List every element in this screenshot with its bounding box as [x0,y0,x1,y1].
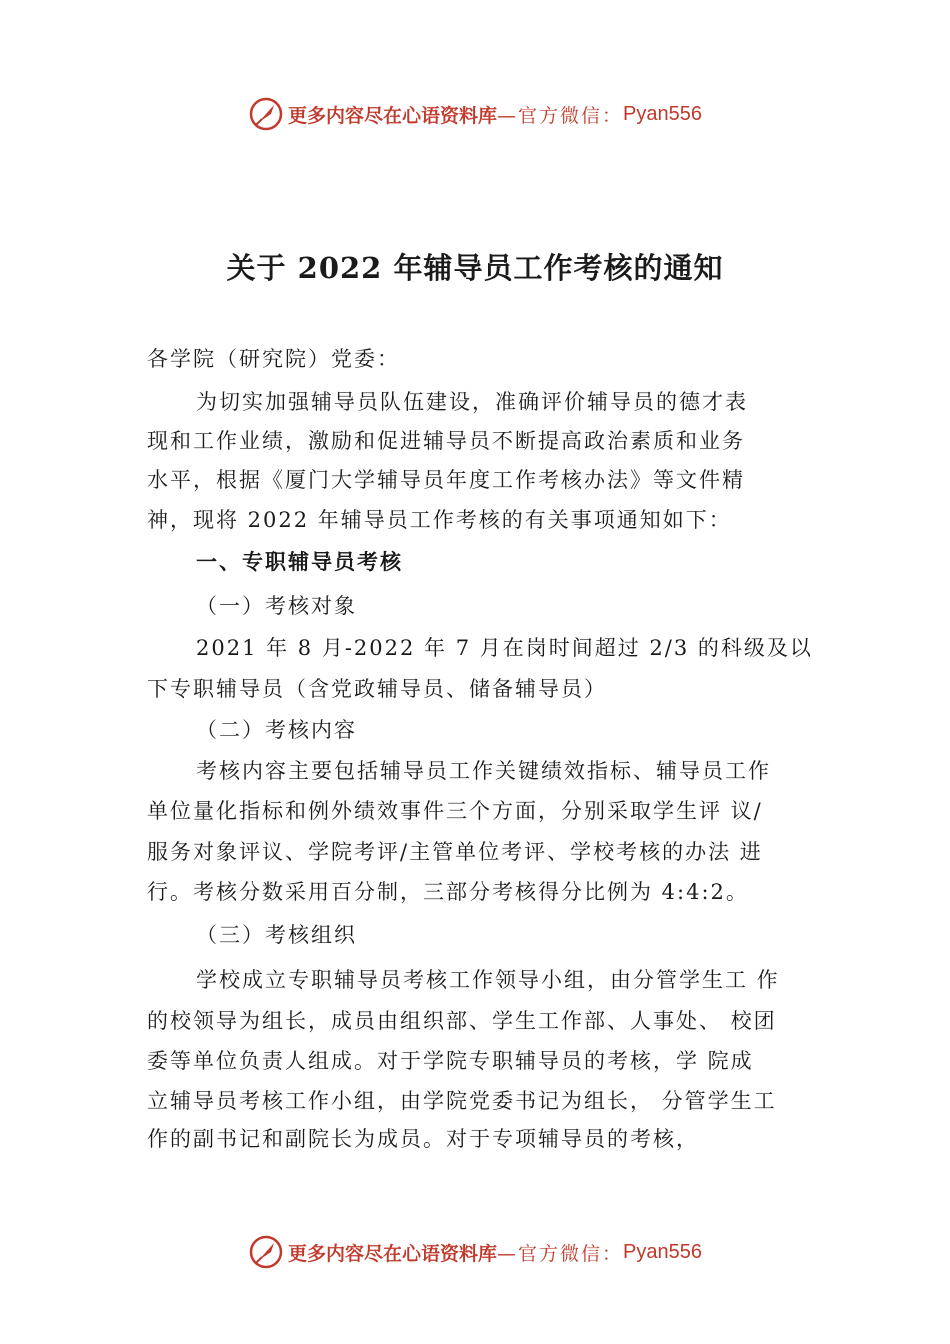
header-watermark [0,96,950,132]
paragraph-line: 学校成立专职辅导员考核工作领导小组，由分管学生工 作 [196,968,780,992]
paragraph-line: 考核内容主要包括辅导员工作关键绩效指标、辅导员工作 [196,759,771,783]
paragraph-line: 委等单位负责人组成。对于学院专职辅导员的考核，学 院成 [147,1049,754,1073]
subsection-heading: （一）考核对象 [196,594,357,618]
watermark-account: Pyan556 [623,1240,702,1263]
paragraph-line: 立辅导员考核工作小组，由学院党委书记为组长， 分管学生工 [147,1089,777,1113]
paragraph-line: 为切实加强辅导员队伍建设，准确评价辅导员的德才表 [196,390,748,414]
subsection-heading: （二）考核内容 [196,718,357,742]
watermark-brand: 更多内容尽在心语资料库 [288,104,498,127]
paragraph-line: 2021 年 8 月-2022 年 7 月在岗时间超过 2/3 的科级及以 [196,636,813,660]
watermark-account: Pyan556 [623,102,702,125]
paragraph-line: 水平，根据《厦门大学辅导员年度工作考核办法》等文件精 [147,468,745,492]
paragraph-line: 神，现将 2022 年辅导员工作考核的有关事项通知如下： [147,508,732,532]
salutation: 各学院（研究院）党委： [147,347,400,371]
quill-logo-icon [248,1234,284,1270]
footer-watermark [0,1234,950,1270]
section-heading: 一、专职辅导员考核 [196,549,403,574]
watermark-separator: —官方微信： [497,104,624,127]
paragraph-line: 作的副书记和副院长为成员。对于专项辅导员的考核， [147,1127,699,1151]
paragraph-line: 行。考核分数采用百分制，三部分考核得分比例为 4:4:2。 [147,880,749,904]
paragraph-line: 服务对象评议、学院考评/主管单位考评、学校考核的办法 进 [147,840,763,864]
paragraph-line: 单位量化指标和例外绩效事件三个方面，分别采取学生评 议/ [147,799,763,823]
paragraph-line: 的校领导为组长，成员由组织部、学生工作部、人事处、 校团 [147,1009,777,1033]
quill-logo-icon [248,96,284,132]
paragraph-line: 现和工作业绩，激励和促进辅导员不断提高政治素质和业务 [147,429,745,453]
document-title: 关于 2022 年辅导员工作考核的通知 [226,251,724,285]
watermark-brand: 更多内容尽在心语资料库 [288,1242,498,1265]
subsection-heading: （三）考核组织 [196,923,357,947]
paragraph-line: 下专职辅导员（含党政辅导员、储备辅导员） [147,677,607,701]
watermark-separator: —官方微信： [497,1242,624,1265]
